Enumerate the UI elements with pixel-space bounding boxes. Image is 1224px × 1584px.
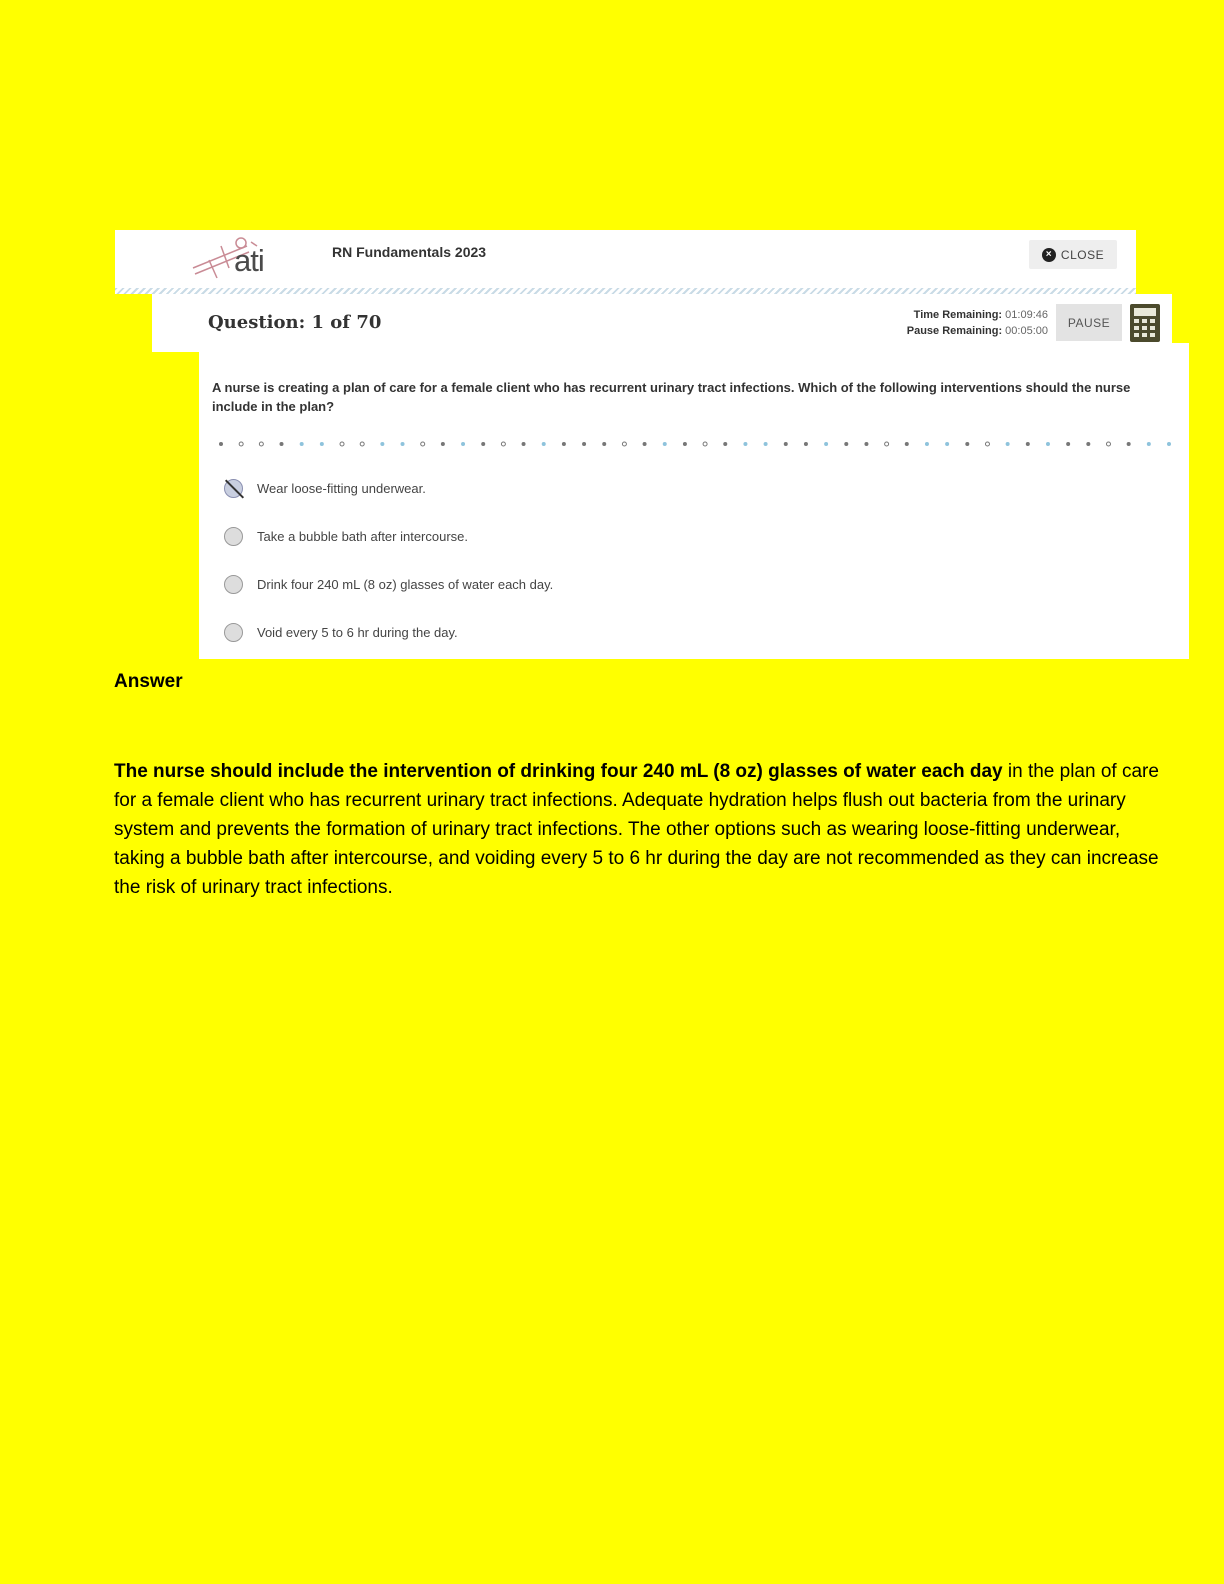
pause-remaining-label: Pause Remaining: xyxy=(906,325,1003,337)
question-text: A nurse is creating a plan of care for a female client who has recurrent urinary tract infections. Which of the following interventions should the nurse include in the plan? xyxy=(212,380,1131,414)
divider-dot xyxy=(1046,442,1050,446)
divider-dot xyxy=(1167,442,1171,446)
question-panel xyxy=(199,343,1189,659)
calculator-icon[interactable] xyxy=(1130,304,1160,342)
divider-dot xyxy=(985,442,989,446)
exam-title: RN Fundamentals 2023 xyxy=(332,244,487,260)
divider-dot xyxy=(421,442,425,446)
pause-remaining xyxy=(907,323,1048,339)
divider-dot xyxy=(300,442,304,446)
divider-dot xyxy=(259,442,263,446)
exam-header xyxy=(115,230,1136,294)
divider-dot xyxy=(784,442,788,446)
divider-dot xyxy=(280,442,284,446)
answer-heading: Answer xyxy=(114,671,183,692)
option-label: Wear loose-fitting underwear. xyxy=(257,480,426,496)
option-4[interactable] xyxy=(224,620,458,644)
divider-dot xyxy=(905,442,909,446)
divider-dot xyxy=(501,442,505,446)
divider-dot xyxy=(703,442,707,446)
divider-dot xyxy=(380,442,384,446)
divider-dot xyxy=(1127,442,1131,446)
divider-dot xyxy=(864,442,868,446)
divider-dot xyxy=(885,442,889,446)
timers xyxy=(907,307,1048,339)
option-label: Drink four 240 mL (8 oz) glasses of water each day. xyxy=(257,576,554,592)
option-label: Void every 5 to 6 hr during the day. xyxy=(257,624,458,640)
close-icon: × xyxy=(1042,248,1056,262)
divider-dot xyxy=(401,442,405,446)
divider-dot xyxy=(965,442,969,446)
close-label: CLOSE xyxy=(1060,247,1105,262)
radio-icon[interactable] xyxy=(224,527,243,546)
divider-dot xyxy=(562,442,566,446)
divider-dot xyxy=(1006,442,1010,446)
divider-dot xyxy=(925,442,929,446)
answer-rest: in the plan of care for a female client who has recurrent urinary tract infections. Adequate hydration helps flush out bacteria from the urinary system and prevents the formation of urinary tract infections. The other options such as wearing loose-fitting underwear, taking a bubble bath after intercourse, and voiding every 5 to 6 hr during the day are not recommended as they can increase the risk of urinary tract infections. xyxy=(114,761,1159,898)
close-button[interactable] xyxy=(1029,240,1117,269)
answer-explanation xyxy=(114,757,1169,902)
divider-dot xyxy=(441,442,445,446)
option-3[interactable] xyxy=(224,572,553,596)
option-label: Take a bubble bath after intercourse. xyxy=(257,528,469,544)
divider-dot xyxy=(743,442,747,446)
divider-dot xyxy=(239,442,243,446)
divider-dot xyxy=(844,442,848,446)
time-remaining-label: Time Remaining: xyxy=(913,309,1003,321)
dotted-divider xyxy=(217,438,1177,450)
time-remaining-value: 01:09:46 xyxy=(1005,309,1048,321)
option-2[interactable] xyxy=(224,524,468,548)
divider-dot xyxy=(622,442,626,446)
divider-dot xyxy=(522,442,526,446)
answer-bold-lead: The nurse should include the intervention of drinking four 240 mL (8 oz) glasses of water each day xyxy=(114,761,1003,782)
divider-dot xyxy=(1147,442,1151,446)
divider-dot xyxy=(219,442,223,446)
option-1[interactable] xyxy=(224,476,426,500)
divider-dot xyxy=(542,442,546,446)
logo-text: ati xyxy=(234,243,264,278)
divider-dot xyxy=(360,442,364,446)
divider-dot xyxy=(320,442,324,446)
divider-dot xyxy=(1066,442,1070,446)
divider-dot xyxy=(1086,442,1090,446)
divider-dot xyxy=(340,442,344,446)
pause-remaining-value: 00:05:00 xyxy=(1005,325,1048,337)
divider-dot xyxy=(1106,442,1110,446)
question-number: Question: 1 of 70 xyxy=(208,312,382,333)
divider-dot xyxy=(602,442,606,446)
divider-dot xyxy=(764,442,768,446)
radio-icon[interactable] xyxy=(224,575,243,594)
divider-dot xyxy=(461,442,465,446)
divider-dot xyxy=(481,442,485,446)
divider-dot xyxy=(663,442,667,446)
time-remaining xyxy=(907,307,1048,323)
divider-dot xyxy=(945,442,949,446)
divider-dot xyxy=(1026,442,1030,446)
divider-dot xyxy=(723,442,727,446)
pause-button[interactable]: PAUSE xyxy=(1056,304,1122,341)
divider-dot xyxy=(824,442,828,446)
divider-dot xyxy=(804,442,808,446)
divider-dot xyxy=(643,442,647,446)
divider-dot xyxy=(582,442,586,446)
divider-dot xyxy=(683,442,687,446)
radio-struck-icon[interactable] xyxy=(224,479,243,498)
radio-icon[interactable] xyxy=(224,623,243,642)
